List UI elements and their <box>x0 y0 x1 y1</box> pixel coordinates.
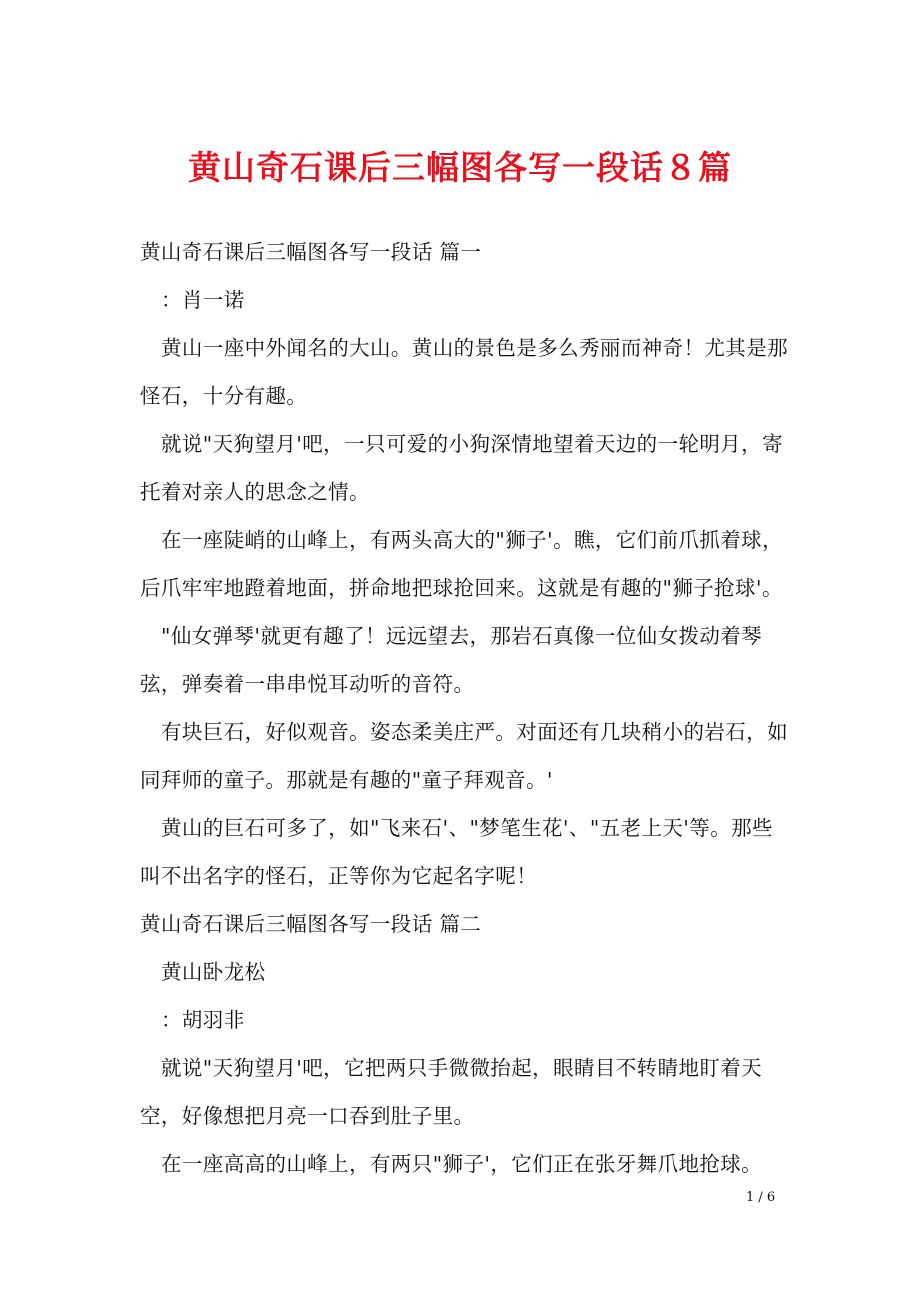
paragraph: 就说"天狗望月'吧，它把两只手微微抬起，眼睛目不转睛地盯着天空，好像想把月亮一口吞到肚子里。 <box>140 1056 763 1128</box>
paragraph: 就说"天狗望月'吧，一只可爱的小狗深情地望着天边的一轮明月，寄托着对亲人的思念之情。 <box>140 432 783 504</box>
paragraph: 黄山一座中外闻名的大山。黄山的景色是多么秀丽而神奇！尤其是那怪石，十分有趣。 <box>140 336 788 408</box>
heading-part-two: 黄山奇石课后三幅图各写一段话 篇二 <box>140 912 482 936</box>
document-title: 黄山奇石课后三幅图各写一段话８篇 <box>188 148 732 187</box>
paragraph: 有块巨石，好似观音。姿态柔美庄严。对面还有几块稍小的岩石，如同拜师的童子。那就是有趣的"童子拜观音。' <box>140 720 788 792</box>
paragraph: 在一座高高的山峰上，有两只"狮子'，它们正在张牙舞爪地抢球。 <box>161 1152 763 1176</box>
author-line: ：肖一诺 <box>161 288 245 312</box>
paragraph: 在一座陡峭的山峰上，有两头高大的"狮子'。瞧，它们前爪抓着球，后爪牢牢地蹬着地面，拼命地把球抢回来。这就是有趣的"狮子抢球'。 <box>140 528 783 600</box>
document-body <box>140 228 788 1188</box>
heading-part-one: 黄山奇石课后三幅图各写一段话 篇一 <box>140 240 482 264</box>
paragraph: 黄山的巨石可多了，如"飞来石'、"梦笔生花'、"五老上天'等。那些叫不出名字的怪石，正等你为它起名字呢！ <box>140 816 773 888</box>
page-number: 1 / 6 <box>746 1190 776 1205</box>
paragraph: "仙女弹琴'就更有趣了！远远望去，那岩石真像一位仙女拨动着琴弦，弹奏着一串串悦耳动听的音符。 <box>140 624 763 696</box>
author-line: ：胡羽非 <box>161 1008 245 1032</box>
subtitle-line: 黄山卧龙松 <box>161 960 266 984</box>
